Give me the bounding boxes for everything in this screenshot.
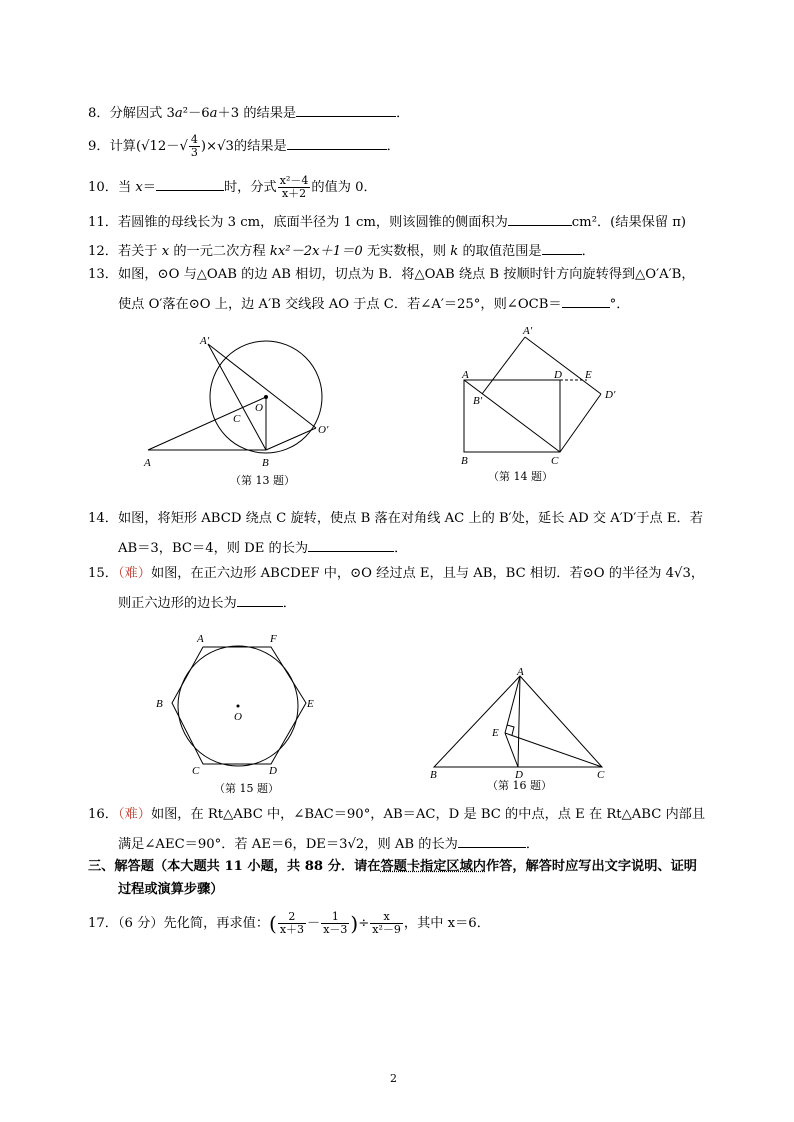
right-angle-mark [507,725,514,735]
label-e: E [492,727,499,739]
label-o-prime: O′ [318,424,329,436]
label-b-prime: B′ [473,395,483,407]
label-a: A [197,633,204,645]
question-13-line-2: 使点 O′落在⊙O 上，边 A′B 交线段 AO 于点 C．若∠A′＝25°，则∠OCB＝ °． [118,293,629,314]
question-16-line-1: 16．（难）如图，在 Rt△ABC 中，∠BAC＝90°，AB＝AC，D 是 BC 的中点，点 E 在 Rt△ABC 内部且 [88,807,706,822]
answer-blank[interactable] [508,211,572,226]
label-c: C [233,413,241,425]
label-d: D [554,369,562,381]
fraction: $\frac{1}{x-3}$ [323,910,348,936]
label-c: C [551,455,559,467]
question-17: 17．（6 分）先化简，再求值：( $\frac{2}{x+3}$ － $\frac{1}{x-3}$ )÷ $\frac{x}{\text{x²－9}}$ ，其中 x＝6． [88,910,490,936]
question-15-line-2: 则正六边形的边长为 ． [118,592,296,613]
answer-blank[interactable] [237,592,283,607]
label-a: A [144,457,151,469]
figure-14 [455,322,645,467]
difficulty-tag: （难） [117,566,151,581]
question-16-line-2: 满足∠AEC＝90°．若 AE＝6，DE＝3√2，则 AB 的长为 ． [118,833,539,854]
section-heading: 三、解答题（本大题共 11 小题，共 88 分．请在答题卡指定区域内作答，解答时应写出文字说明、证明 [88,859,697,874]
label-c: C [192,765,200,777]
label-o: O [255,402,263,414]
answer-blank[interactable] [296,102,396,117]
label-a: A [517,666,524,678]
question-15-line-1: 15．（难）如图，在正六边形 ABCDEF 中，⊙O 经过点 E，且与 AB，BC 相切．若⊙O 的半径为 4√3， [88,566,705,581]
label-a: A [462,369,469,381]
caption-16: （第 16 题） [487,779,552,792]
label-e: E [307,698,314,710]
segment-ec [505,733,602,767]
section-heading-line-2: 过程或演算步骤） [118,882,224,897]
caption-14: （第 14 题） [488,470,553,483]
label-b: B [262,457,269,469]
question-14-line-2: AB＝3，BC＝4，则 DE 的长为 ． [118,537,407,558]
figure-13 [140,330,370,480]
label-d: D [515,769,523,781]
caption-15: （第 15 题） [214,782,279,795]
diagonal-ac [464,380,560,452]
fraction: $\frac{2}{x+3}$ [279,910,305,936]
figure-16 [425,666,625,786]
question-9: 9．计算(√12－√ $\frac{4}{3}$ )×√3的结果是 ． [88,133,400,159]
answer-blank[interactable] [562,293,610,308]
label-f: F [270,633,277,645]
question-11: 11．若圆锥的母线长为 3 cm，底面半径为 1 cm，则该圆锥的侧面积为 cm²．(结果保留 π) [88,211,686,232]
segment-apb-prime [482,337,525,394]
question-14-line-1: 14．如图，将矩形 ABCD 绕点 C 旋转，使点 B 落在对角线 AC 上的 B′处，延长 AD 交 A′D′于点 E．若 [88,511,703,526]
label-b: B [430,769,437,781]
label-o: O [234,711,242,723]
label-b: B [461,455,468,467]
label-a-prime: A′ [200,335,210,347]
center-dot [237,705,240,708]
fraction: $\frac{\text{x²－4}}{x+2}$ [279,174,309,200]
answer-blank[interactable] [308,537,394,552]
figure-15 [150,628,320,778]
answer-blank[interactable] [287,135,387,150]
question-8: 8．分解因式 3a²－6a＋3 的结果是 ． [88,102,409,123]
answer-blank[interactable] [156,176,224,191]
label-d-prime: D′ [605,389,616,401]
segment-ap-dp [525,337,601,394]
center-dot [264,395,268,399]
question-13-line-1: 13．如图，⊙O 与△OAB 的边 AB 相切，切点为 B．将△OAB 绕点 B 按顺时针方向旋转得到△O′A′B， [88,267,695,282]
caption-13: （第 13 题） [230,474,295,487]
fraction: $\frac{x}{\text{x²－9}}$ [372,910,401,936]
label-e: E [585,369,592,381]
page-number: 2 [390,1072,397,1085]
label-c: C [597,769,605,781]
segment-ad [518,676,520,767]
segment-ed [505,733,518,767]
answer-blank[interactable] [542,240,582,255]
question-12: 12．若关于 x 的一元二次方程 kx²－2x＋1＝0 无实数根，则 k 的取值范围是 ． [88,240,595,261]
segment-ao [148,397,266,450]
label-a-prime: A′ [523,325,533,337]
fraction: $\frac{4}{3}$ [190,133,198,159]
label-b: B [156,698,163,710]
segment-apb [208,344,266,450]
label-d: D [269,765,277,777]
difficulty-tag: （难） [117,807,151,822]
segment-dp-c [560,394,601,452]
answer-blank[interactable] [458,833,526,848]
question-10: 10．当 x＝ 时，分式 $\frac{\text{x²－4}}{x+2}$ 的值为 0． [88,174,377,200]
